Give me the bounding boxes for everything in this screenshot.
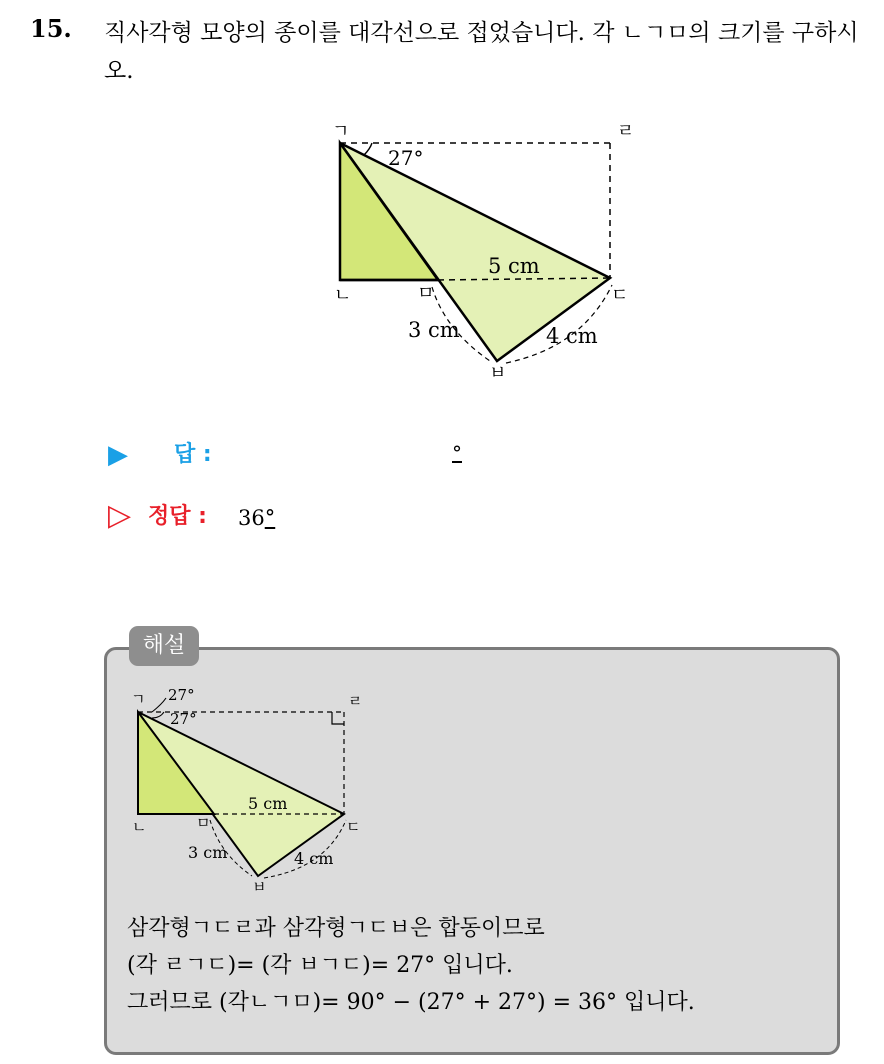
question-number: 15. — [30, 14, 72, 43]
label-d: ㄷ — [611, 285, 629, 306]
sol-label-len-gd: 5 cm — [248, 794, 288, 813]
sol-label-len-bd: 4 cm — [294, 849, 334, 868]
main-figure — [320, 115, 640, 385]
key-unit: ° — [264, 506, 276, 530]
sol-label-n: ㄴ — [132, 818, 147, 836]
label-n: ㄴ — [334, 285, 352, 306]
label-len-gd: 5 cm — [488, 254, 540, 278]
sol-label-len-nm: 3 cm — [188, 843, 228, 862]
label-m: ㅁ — [417, 283, 435, 304]
sol-label-g: ㄱ — [131, 690, 146, 708]
solution-figure — [122, 682, 372, 897]
sol-angle-arc-2 — [152, 712, 164, 718]
key-arrow-icon: ▷ — [108, 498, 132, 533]
sol-label-b: ㅂ — [252, 878, 267, 896]
key-value-text — [238, 503, 275, 533]
sol-label-angle1: 27° — [168, 686, 195, 704]
label-b: ㅂ — [489, 363, 507, 384]
key-label: 정답 : — [148, 504, 207, 529]
answer-label: 답 : — [174, 442, 212, 467]
label-len-bd: 4 cm — [546, 324, 598, 348]
question-text: 직사각형 모양의 종이를 대각선으로 접었습니다. 각 ㄴㄱㅁ의 크기를 구하시오. — [104, 20, 859, 84]
sol-label-angle2: 27° — [170, 710, 197, 728]
sol-label-d: ㄷ — [346, 818, 361, 836]
answer-row — [108, 440, 708, 470]
label-r: ㄹ — [617, 121, 635, 142]
label-g: ㄱ — [332, 121, 350, 142]
key-value: 36 — [238, 506, 265, 530]
solution-line-1: 삼각형ㄱㄷㄹ과 삼각형ㄱㄷㅂ은 합동이므로 — [127, 916, 545, 941]
solution-line-2: (각 ㄹㄱㄷ)= (각 ㅂㄱㄷ)= 27° 입니다. — [127, 953, 513, 978]
solution-line-3: 그러므로 (각ㄴㄱㅁ)= 90° − (27° + 27°) = 36° 입니다. — [127, 990, 695, 1015]
label-angle: 27° — [388, 146, 424, 170]
label-len-nm: 3 cm — [408, 318, 460, 342]
answer-unit: ° — [452, 441, 462, 465]
key-row — [108, 498, 708, 533]
angle-arc — [364, 143, 372, 155]
solution-tag: 해설 — [129, 626, 199, 666]
answer-arrow-icon: ▶ — [108, 440, 128, 470]
sol-right-angle-mark — [332, 712, 344, 724]
sol-label-m: ㅁ — [196, 814, 211, 832]
sol-angle-arc-1 — [152, 698, 166, 712]
sol-label-r: ㄹ — [348, 692, 363, 710]
solution-text — [127, 910, 827, 1021]
